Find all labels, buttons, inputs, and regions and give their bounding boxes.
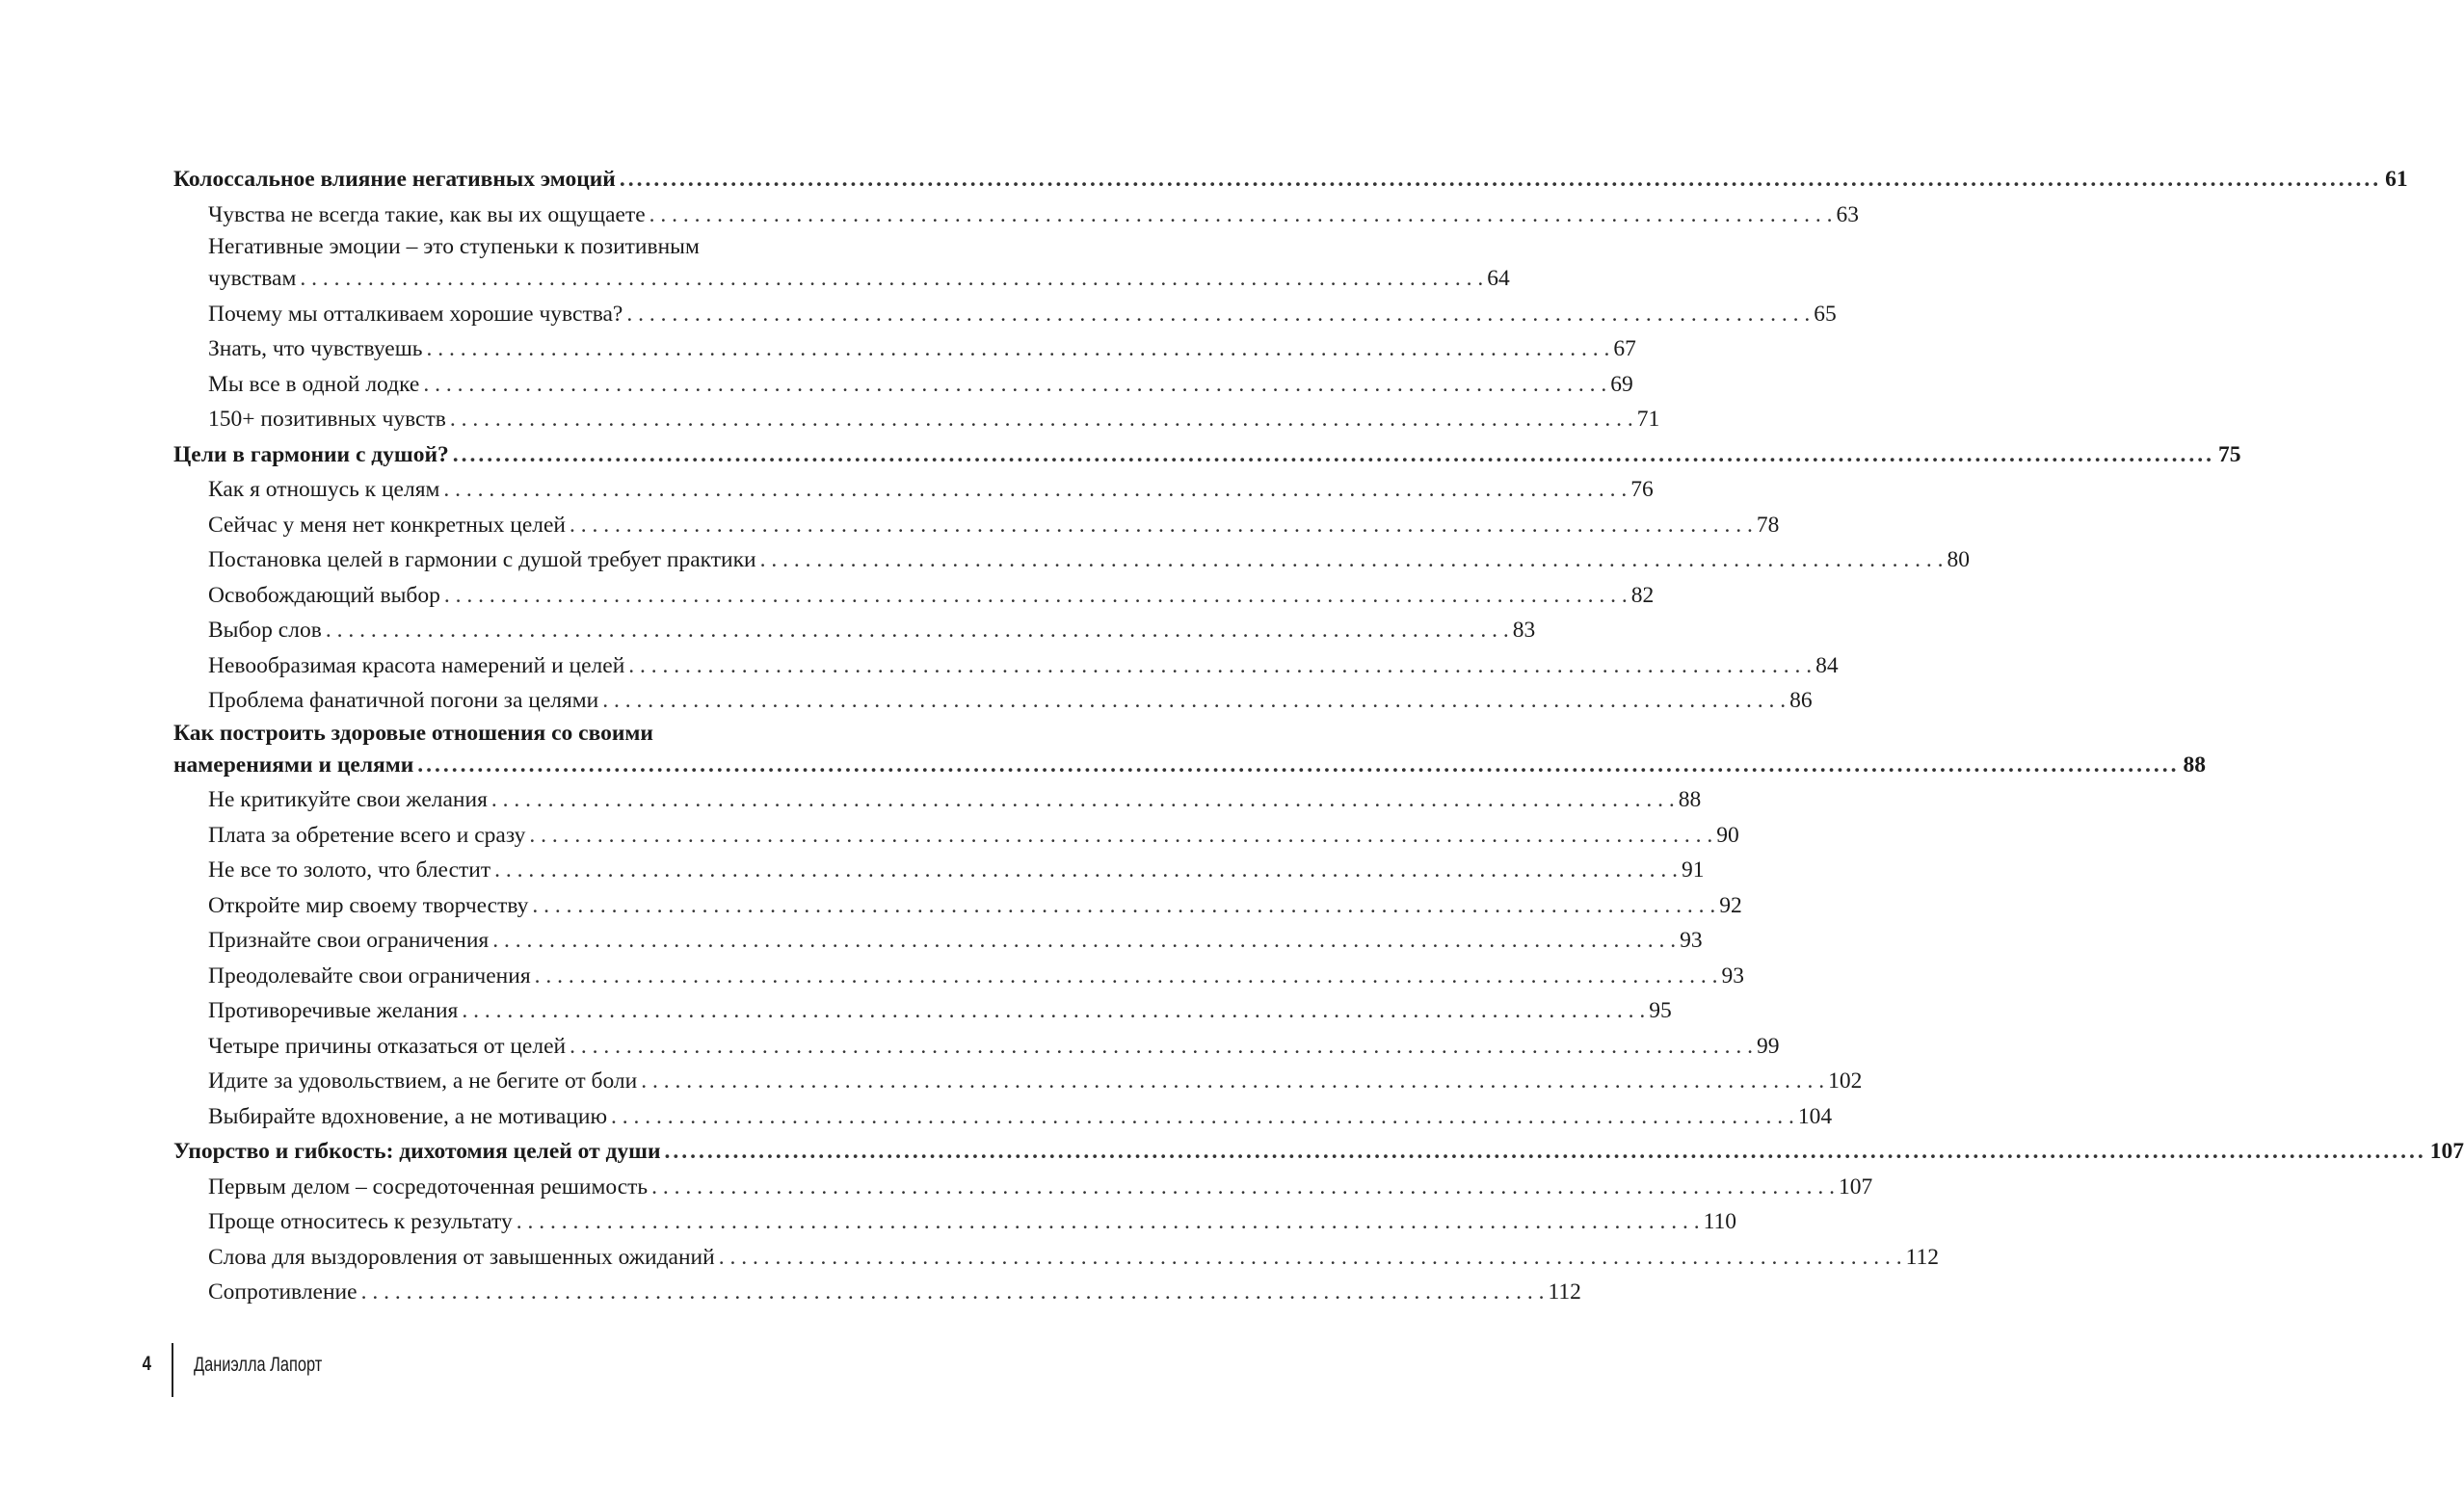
toc-chapter-entry[interactable]: [173, 1134, 2464, 1170]
dot-leader: [494, 853, 1678, 888]
toc-entry-row: [208, 959, 1745, 994]
toc-chapter-entry[interactable]: [173, 719, 2207, 783]
toc-entry-page-number: 92: [1719, 892, 1742, 918]
toc-entry-row: [208, 542, 1970, 578]
toc-entry-title: Постановка целей в гармонии с душой требует практики: [208, 547, 756, 572]
toc-section-entry[interactable]: [173, 232, 1510, 297]
toc-entry-row: [208, 923, 1703, 959]
toc-entry-title: Выбор слов: [208, 618, 322, 643]
toc-entry-title: Четыре причины отказаться от целей: [208, 1033, 567, 1059]
toc-entry-row: [208, 853, 1705, 888]
toc-entry-row: [208, 683, 1813, 719]
dot-leader: [529, 818, 1712, 854]
toc-entry-title: чувствам: [208, 266, 297, 291]
dot-leader: [423, 367, 1606, 403]
toc-entry-title: Невообразимая красота намерений и целей: [208, 652, 625, 678]
toc-entry-title: Освобождающий выбор: [208, 582, 440, 608]
toc-entry-page-number: 93: [1721, 962, 1745, 989]
toc-section-entry[interactable]: [173, 198, 1860, 233]
toc-entry-row: [173, 748, 2207, 783]
toc-entry-page-number: 102: [1828, 1068, 1863, 1094]
toc-entry-row: [208, 1029, 1780, 1065]
toc-entry-title-line1: Негативные эмоции – это ступеньки к позитивным: [208, 234, 700, 259]
dot-leader: [300, 261, 1483, 297]
toc-entry-page-number: 104: [1797, 1103, 1833, 1129]
toc-entry-title: Знать, что чувствуешь: [208, 336, 423, 361]
dot-leader: [453, 437, 2214, 473]
toc-section-entry[interactable]: [173, 472, 1654, 508]
toc-entry-page-number: 80: [1947, 547, 1970, 572]
toc-entry-page-number: 76: [1630, 477, 1654, 502]
dot-leader: [417, 748, 2179, 783]
toc-entry-page-number: 71: [1636, 407, 1660, 432]
toc-entry-row: [173, 437, 2241, 473]
toc-entry-page-number: 86: [1789, 688, 1813, 713]
toc-entry-row: [208, 261, 1510, 297]
dot-leader: [427, 331, 1610, 367]
page-number: 4: [142, 1353, 151, 1375]
toc-entry-page-number: 91: [1682, 857, 1705, 883]
toc-section-entry[interactable]: [173, 853, 1705, 888]
toc-entry-row: [208, 198, 1860, 233]
toc-section-entry[interactable]: [173, 959, 1745, 994]
dot-leader: [462, 993, 1645, 1029]
toc-section-entry[interactable]: [173, 683, 1813, 719]
toc-section-entry[interactable]: [173, 542, 1970, 578]
toc-entry-title: Идите за удовольствием, а не бегите от боли: [208, 1068, 638, 1094]
toc-entry-title: Не критикуйте свои желания: [208, 787, 488, 812]
dot-leader: [641, 1064, 1824, 1099]
toc-section-entry[interactable]: [173, 1064, 1863, 1099]
toc-section-entry[interactable]: [173, 1029, 1780, 1065]
author-name: Даниэлла Лапорт: [194, 1354, 323, 1376]
toc-entry-page-number: 88: [2183, 752, 2207, 778]
toc-entry-page-number: 69: [1610, 371, 1633, 397]
toc-entry-page-number: 64: [1487, 266, 1510, 291]
toc-section-entry[interactable]: [173, 1170, 1873, 1205]
dot-leader: [326, 613, 1509, 648]
toc-entry-page-number: 93: [1680, 928, 1703, 953]
toc-entry-page-number: 75: [2218, 441, 2241, 467]
toc-entry-title: Сейчас у меня нет конкретных целей: [208, 512, 567, 538]
toc-entry-row: [208, 297, 1837, 332]
toc-section-entry[interactable]: [173, 508, 1780, 543]
toc-entry-title: Слова для выздоровления от завышенных ожиданий: [208, 1244, 715, 1270]
toc-entry-title: Откройте мир своему творчеству: [208, 892, 529, 918]
toc-section-entry[interactable]: [173, 331, 1636, 367]
toc-section-entry[interactable]: [173, 613, 1536, 648]
toc-entry-row: [208, 613, 1536, 648]
dot-leader: [628, 648, 1812, 684]
toc-section-entry[interactable]: [173, 578, 1655, 614]
toc-entry-title: Противоречивые желания: [208, 998, 459, 1023]
toc-entry-row: [208, 648, 1839, 684]
toc-entry-row: [208, 1099, 1833, 1135]
toc-entry-row: [173, 162, 2408, 198]
toc-entry-title: Выбирайте вдохновение, а не мотивацию: [208, 1103, 608, 1129]
toc-entry-row: [208, 1240, 1939, 1276]
toc-entry-page-number: 84: [1815, 652, 1839, 678]
toc-entry-title: Как я отношусь к целям: [208, 477, 440, 502]
toc-section-entry[interactable]: [173, 402, 1660, 437]
dot-leader: [535, 959, 1718, 994]
toc-chapter-entry[interactable]: [173, 437, 2241, 473]
toc-entry-title: Чувства не всегда такие, как вы их ощущаете: [208, 201, 646, 227]
toc-section-entry[interactable]: [173, 782, 1702, 818]
dot-leader: [620, 162, 2381, 198]
footer-divider: [172, 1343, 173, 1397]
toc-section-entry[interactable]: [173, 818, 1739, 854]
toc-entry-row: [208, 782, 1702, 818]
toc-entry-page-number: 63: [1836, 201, 1860, 227]
dot-leader: [649, 198, 1833, 233]
toc-section-entry[interactable]: [173, 367, 1633, 403]
toc-entry-row: [208, 1170, 1873, 1205]
toc-chapter-entry[interactable]: [173, 162, 2408, 198]
dot-leader: [626, 297, 1810, 332]
toc-section-entry[interactable]: [173, 1240, 1939, 1276]
toc-section-entry[interactable]: [173, 648, 1839, 684]
toc-entry-title: намерениями и целями: [173, 752, 414, 778]
toc-entry-page-number: 88: [1678, 787, 1702, 812]
toc-entry-page-number: 112: [1905, 1244, 1939, 1270]
toc-entry-page-number: 95: [1649, 998, 1672, 1023]
toc-entry-page-number: 82: [1630, 582, 1655, 608]
dot-leader: [517, 1204, 1700, 1240]
toc-entry-title: Плата за обретение всего и сразу: [208, 822, 526, 848]
toc-entry-title: Проще относитесь к результату: [208, 1209, 513, 1234]
dot-leader: [611, 1099, 1794, 1135]
toc-entry-page-number: 107: [1839, 1173, 1873, 1200]
toc-entry-page-number: 65: [1814, 301, 1837, 327]
toc-section-entry[interactable]: [173, 923, 1703, 959]
toc-entry-row: [208, 508, 1780, 543]
toc-entry-row: [208, 993, 1672, 1029]
toc-entry-row: [208, 1275, 1581, 1310]
toc-section-entry[interactable]: [173, 1204, 1736, 1240]
dot-leader: [570, 508, 1753, 543]
toc-entry-row: [208, 402, 1660, 437]
toc-section-entry[interactable]: [173, 1275, 1581, 1310]
toc-entry-page-number: 110: [1703, 1209, 1736, 1234]
dot-leader: [361, 1275, 1545, 1310]
toc-entry-row: [208, 1204, 1736, 1240]
toc-entry-page-number: 107: [2429, 1139, 2464, 1164]
toc-entry-row: [208, 367, 1633, 403]
dot-leader: [443, 472, 1627, 508]
toc-entry-title: Почему мы отталкиваем хорошие чувства?: [208, 301, 623, 327]
toc-entry-title: Преодолевайте свои ограничения: [208, 962, 531, 989]
dot-leader: [444, 578, 1628, 614]
dot-leader: [492, 923, 1676, 959]
toc-section-entry[interactable]: [173, 1099, 1833, 1135]
dot-leader: [602, 683, 1786, 719]
toc-entry-page-number: 61: [2385, 167, 2408, 192]
toc-entry-title-line1: Как построить здоровые отношения со своими: [173, 720, 653, 746]
toc-entry-title: Цели в гармонии с душой?: [173, 441, 449, 467]
dot-leader: [665, 1134, 2426, 1170]
toc-section-entry[interactable]: [173, 993, 1672, 1029]
toc-entry-page-number: 112: [1548, 1279, 1581, 1305]
dot-leader: [651, 1170, 1835, 1205]
toc-entry-page-number: 99: [1756, 1033, 1780, 1059]
toc-entry-row: [208, 578, 1655, 614]
toc-section-entry[interactable]: [173, 297, 1837, 332]
dot-leader: [760, 542, 1944, 578]
toc-entry-title: Первым делом – сосредоточенная решимость: [208, 1173, 649, 1200]
dot-leader: [450, 402, 1633, 437]
toc-entry-title: Сопротивление: [208, 1279, 358, 1305]
toc-section-entry[interactable]: [173, 888, 1742, 924]
table-of-contents: [173, 162, 2464, 1310]
page-footer: [0, 1343, 964, 1397]
toc-entry-page-number: 83: [1512, 618, 1536, 643]
toc-entry-page-number: 90: [1716, 822, 1739, 848]
dot-leader: [532, 888, 1715, 924]
toc-entry-page-number: 67: [1613, 336, 1636, 361]
toc-entry-title: Признайте свои ограничения: [208, 928, 490, 953]
toc-entry-title: Проблема фанатичной погони за целями: [208, 688, 599, 713]
toc-entry-title: Колоссальное влияние негативных эмоций: [173, 167, 616, 192]
toc-entry-row: [208, 818, 1739, 854]
toc-entry-title: Упорство и гибкость: дихотомия целей от души: [173, 1139, 661, 1164]
toc-entry-page-number: 78: [1756, 512, 1780, 538]
dot-leader: [570, 1029, 1753, 1065]
toc-entry-row: [173, 1134, 2464, 1170]
toc-entry-title: Не все то золото, что блестит: [208, 857, 491, 883]
toc-entry-title: 150+ позитивных чувств: [208, 407, 446, 432]
toc-entry-title: Мы все в одной лодке: [208, 371, 420, 397]
toc-entry-row: [208, 888, 1742, 924]
toc-entry-row: [208, 472, 1654, 508]
dot-leader: [491, 782, 1675, 818]
toc-entry-row: [208, 331, 1636, 367]
toc-entry-row: [208, 1064, 1863, 1099]
dot-leader: [719, 1240, 1902, 1276]
